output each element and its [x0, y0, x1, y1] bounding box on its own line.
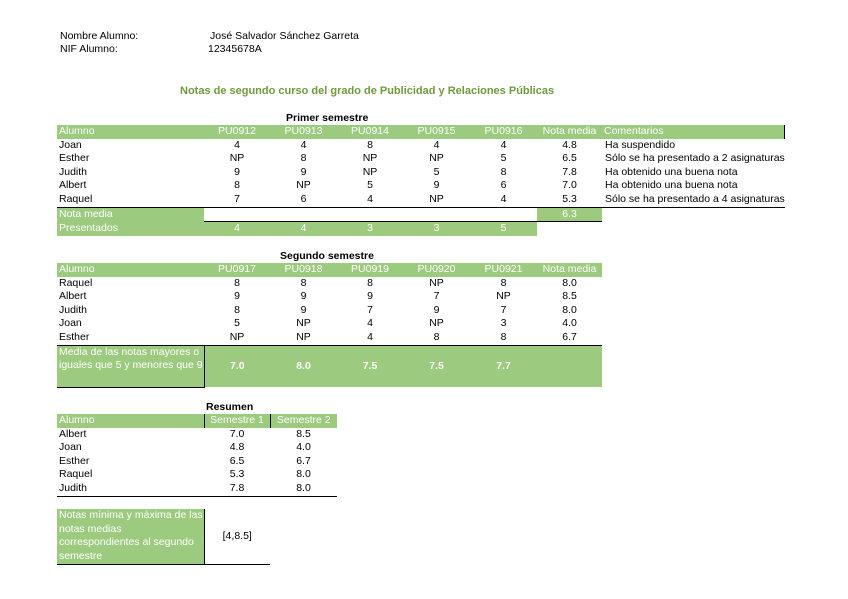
table-row	[57, 304, 602, 318]
page-title: Notas de segundo curso del grado de Publicidad y Relaciones Públicas	[180, 85, 555, 97]
table-row	[57, 152, 785, 166]
grade-cell: 8.0	[562, 303, 577, 316]
table-row	[57, 139, 785, 153]
summary-table	[57, 414, 337, 497]
grade-cell: NP	[229, 152, 245, 165]
grade-cell: 7	[500, 303, 507, 316]
grade-cell: 6.7	[537, 331, 602, 345]
student-name-cell: Albert	[59, 290, 87, 303]
empty-cell	[537, 345, 602, 387]
table-header-row	[57, 414, 337, 428]
grade-cell: 8	[403, 331, 470, 345]
first-semester-title: Primer semestre	[286, 112, 369, 124]
grade-cell: 7	[367, 303, 373, 316]
column-header: PU0919	[337, 263, 403, 277]
grade-cell: 7	[204, 193, 270, 207]
grade-cell: 6.5	[562, 152, 577, 165]
minmax-value: [4,8.5]	[204, 509, 270, 565]
column-header: PU0917	[204, 263, 270, 277]
grade-cell: 6.5	[229, 454, 245, 467]
grade-cell: 4	[337, 331, 403, 345]
column-header: Alumno	[57, 263, 204, 277]
grade-cell: 3	[500, 317, 507, 330]
grade-cell: NP	[296, 179, 311, 192]
comment-cell: Ha suspendido	[605, 138, 676, 151]
grade-cell: 7.8	[204, 482, 270, 496]
grade-cell: NP	[362, 165, 378, 178]
presentados-row	[57, 222, 785, 236]
column-header: Semestre 2	[270, 414, 337, 428]
grade-cell: 5	[234, 317, 240, 330]
grade-cell: 8.5	[562, 290, 577, 303]
table-row	[57, 179, 785, 193]
table-row	[57, 441, 337, 455]
media-row	[57, 345, 602, 387]
grade-cell: 5	[500, 152, 507, 165]
first-semester-table	[57, 125, 785, 236]
grade-cell: 4	[234, 138, 240, 151]
column-header: Alumno	[57, 125, 204, 139]
grade-cell: 6.7	[296, 454, 311, 467]
presentados-count: 5	[470, 222, 537, 236]
table-row	[57, 277, 602, 291]
empty-cell	[602, 207, 785, 222]
grade-cell: 8	[500, 276, 507, 289]
grade-cell: 4.8	[562, 138, 577, 151]
grade-cell: 9	[300, 290, 307, 303]
student-name-cell: Judith	[59, 303, 88, 316]
student-name-cell: Joan	[59, 138, 82, 151]
grade-cell: NP	[429, 276, 444, 289]
column-header: PU0914	[337, 125, 403, 139]
table-row	[57, 317, 602, 331]
grade-cell: 6	[270, 193, 337, 207]
grade-cell: NP	[362, 152, 378, 165]
grade-cell: 4.0	[562, 317, 577, 330]
student-nif-value: 12345678A	[208, 43, 262, 55]
student-name-cell: Albert	[59, 179, 87, 192]
student-name-cell: Judith	[57, 482, 204, 496]
comment-cell: Sólo se ha presentado a 2 asignaturas	[605, 152, 785, 165]
grade-cell: NP	[429, 317, 444, 330]
student-name-cell: Esther	[59, 152, 90, 165]
table-row	[57, 193, 785, 207]
grade-cell: NP	[403, 193, 470, 207]
column-header: PU0920	[403, 263, 470, 277]
student-name-cell: Esther	[59, 454, 90, 467]
grade-cell: 8	[234, 179, 240, 192]
column-header: PU0921	[470, 263, 537, 277]
column-header: PU0915	[403, 125, 470, 139]
media-value: 8.0	[270, 345, 337, 387]
table-row	[57, 468, 337, 482]
student-name-cell: Raquel	[59, 468, 93, 481]
student-name-cell: Judith	[59, 165, 88, 178]
grade-cell: 8.0	[562, 276, 577, 289]
column-header: PU0916	[470, 125, 537, 139]
grade-cell: 4	[300, 138, 307, 151]
student-name-label: Nombre Alumno:	[60, 30, 139, 42]
grade-cell: 5	[433, 165, 440, 178]
grade-cell: 8.0	[296, 468, 311, 481]
grade-cell: 7.0	[562, 179, 577, 192]
grade-cell: 8	[300, 276, 307, 289]
grade-cell: 7	[433, 290, 440, 303]
nota-media-blank	[204, 207, 537, 222]
minmax-table	[57, 509, 270, 565]
comment-cell: Ha obtenido una buena nota	[605, 165, 738, 178]
column-header: Nota media	[537, 263, 602, 277]
grade-cell: NP	[204, 331, 270, 345]
grade-cell: 4.0	[296, 441, 311, 454]
media-value: 7.7	[470, 345, 537, 387]
student-name-cell: Raquel	[59, 276, 93, 289]
column-header: PU0912	[204, 125, 270, 139]
comment-cell: Sólo se ha presentado a 4 asignaturas	[602, 193, 785, 207]
nota-media-row	[57, 207, 785, 222]
presentados-label: Presentados	[57, 222, 204, 236]
grade-cell: 8.0	[270, 482, 337, 496]
grade-cell: 9	[367, 290, 373, 303]
grade-cell: 7.0	[229, 427, 245, 440]
grade-cell: 4	[367, 317, 373, 330]
presentados-count: 4	[270, 222, 337, 236]
presentados-count: 3	[403, 222, 470, 236]
grade-cell: 6	[500, 179, 507, 192]
column-header: PU0913	[270, 125, 337, 139]
presentados-count: 4	[204, 222, 270, 236]
student-name-cell: Esther	[57, 331, 204, 345]
grade-cell: 4	[337, 193, 403, 207]
grade-cell: 9	[300, 303, 307, 316]
column-header: Alumno	[57, 414, 204, 428]
grade-cell: 9	[300, 165, 307, 178]
column-header: PU0918	[270, 263, 337, 277]
column-header: Comentarios	[602, 125, 785, 139]
grade-cell: 9	[234, 290, 240, 303]
table-row	[57, 331, 602, 345]
grade-cell: 8	[500, 165, 507, 178]
student-name-cell: Albert	[59, 427, 87, 440]
grade-cell: 8	[234, 276, 240, 289]
media-value: 7.5	[403, 345, 470, 387]
grade-cell: 4.8	[229, 441, 245, 454]
comment-cell: Ha obtenido una buena nota	[605, 179, 738, 192]
second-semester-table	[57, 263, 602, 388]
grade-cell: 9	[433, 179, 440, 192]
grade-cell: 4	[470, 193, 537, 207]
nota-media-label: Nota media	[57, 207, 204, 222]
student-name-cell: Raquel	[57, 193, 204, 207]
column-header: Semestre 1	[204, 414, 270, 428]
grade-cell: 5.3	[229, 468, 245, 481]
grade-cell: 8	[470, 331, 537, 345]
second-semester-title: Segundo semestre	[280, 250, 374, 262]
table-row	[57, 290, 602, 304]
grade-cell: NP	[270, 331, 337, 345]
grade-cell: NP	[296, 317, 311, 330]
table-row	[57, 428, 337, 442]
grade-cell: 8	[367, 138, 373, 151]
student-nif-label: NIF Alumno:	[60, 43, 118, 55]
table-header-row	[57, 263, 602, 277]
minmax-label: Notas mínima y máxima de las notas medias correspondientes al segundo semestre	[57, 509, 204, 565]
media-label: Media de las notas mayores o iguales que 5 y menores que 9	[57, 345, 204, 387]
media-value: 7.0	[204, 345, 270, 387]
grade-cell: 5	[367, 179, 373, 192]
column-header: Nota media	[537, 125, 602, 139]
table-row	[57, 166, 785, 180]
grade-cell: 8.5	[296, 427, 311, 440]
student-name-value: José Salvador Sánchez Garreta	[210, 30, 359, 42]
student-name-cell: Joan	[59, 317, 82, 330]
nota-media-value: 6.3	[537, 207, 602, 222]
grade-cell: 9	[234, 165, 240, 178]
empty-cell	[537, 222, 602, 236]
grade-cell: 8	[300, 152, 307, 165]
table-header-row	[57, 125, 785, 139]
student-name-cell: Joan	[59, 441, 82, 454]
grade-cell: 8	[367, 276, 373, 289]
grade-cell: 7.8	[562, 165, 577, 178]
grade-cell: 5.3	[537, 193, 602, 207]
grade-cell: NP	[496, 290, 511, 303]
presentados-count: 3	[337, 222, 403, 236]
table-row	[57, 455, 337, 469]
media-value: 7.5	[337, 345, 403, 387]
grade-cell: 8	[234, 303, 240, 316]
grade-cell: 4	[500, 138, 507, 151]
table-row	[57, 482, 337, 496]
grade-cell: NP	[429, 152, 444, 165]
grade-cell: 4	[433, 138, 440, 151]
summary-title: Resumen	[206, 401, 254, 413]
grade-cell: 9	[433, 303, 440, 316]
